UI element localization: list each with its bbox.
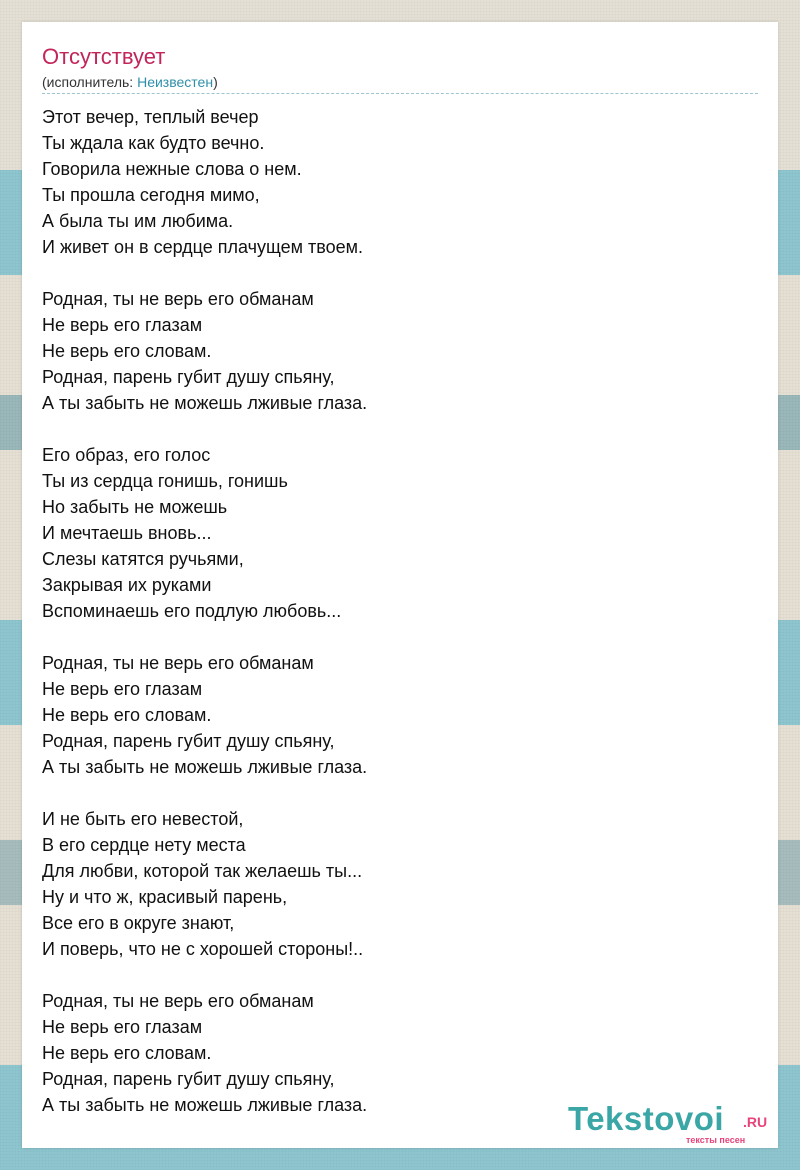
lyrics-stanza — [42, 442, 758, 624]
lyric-line: Ты прошла сегодня мимо, — [42, 185, 260, 205]
lyric-line: Ты ждала как будто вечно. — [42, 133, 265, 153]
lyric-line: И живет он в сердце плачущем твоем. — [42, 237, 364, 257]
lyric-line: Не верь его словам. — [42, 705, 212, 725]
lyric-line: Для любви, которой так желаешь ты... — [42, 861, 363, 881]
lyric-line: И мечтаешь вновь... — [42, 523, 212, 543]
lyrics-stanza — [42, 806, 758, 962]
artist-line — [42, 73, 218, 91]
lyric-line: Родная, ты не верь его обманам — [42, 991, 314, 1011]
lyric-line: Родная, парень губит душу спьяну, — [42, 731, 335, 751]
lyric-line: Ты из сердца гонишь, гонишь — [42, 471, 288, 491]
lyric-line: И поверь, что не с хорошей стороны!.. — [42, 939, 364, 959]
lyric-line: Родная, ты не верь его обманам — [42, 289, 314, 309]
lyrics-stanza — [42, 286, 758, 416]
lyric-line: Родная, ты не верь его обманам — [42, 653, 314, 673]
lyric-line: Слезы катятся ручьями, — [42, 549, 244, 569]
lyric-line: Не верь его глазам — [42, 679, 203, 699]
artist-suffix: ) — [213, 74, 218, 90]
lyrics-body — [42, 104, 758, 1144]
lyric-line: Вспоминаешь его подлую любовь... — [42, 601, 342, 621]
lyric-line: Не верь его глазам — [42, 315, 203, 335]
lyric-line: Говорила нежные слова о нем. — [42, 159, 302, 179]
lyric-line: Этот вечер, теплый вечер — [42, 107, 259, 127]
logo-tagline: тексты песен — [686, 1135, 746, 1145]
logo-wordmark: Tekstovoi — [568, 1100, 725, 1137]
tekstovoi-logo[interactable] — [568, 1100, 778, 1146]
song-title: Отсутствует — [42, 44, 166, 69]
lyric-line: Ну и что ж, красивый парень, — [42, 887, 288, 907]
lyrics-card — [22, 22, 778, 1148]
lyric-line: Но забыть не можешь — [42, 497, 228, 517]
lyric-line: И не быть его невестой, — [42, 809, 244, 829]
lyric-line: А ты забыть не можешь лживые глаза. — [42, 757, 368, 777]
lyric-line: Не верь его глазам — [42, 1017, 203, 1037]
lyrics-stanza — [42, 988, 758, 1118]
lyric-line: А была ты им любима. — [42, 211, 234, 231]
artist-link[interactable]: Неизвестен — [137, 74, 214, 90]
header-divider — [42, 93, 758, 94]
lyric-line: Его образ, его голос — [42, 445, 211, 465]
lyric-line: Не верь его словам. — [42, 341, 212, 361]
logo-domain: .RU — [743, 1114, 768, 1130]
lyric-line: В его сердце нету места — [42, 835, 246, 855]
lyric-line: Все его в округе знают, — [42, 913, 235, 933]
lyrics-stanza — [42, 104, 758, 260]
artist-prefix: (исполнитель: — [42, 74, 138, 90]
lyrics-stanza — [42, 650, 758, 780]
lyric-line: А ты забыть не можешь лживые глаза. — [42, 1095, 368, 1115]
lyric-line: Родная, парень губит душу спьяну, — [42, 1069, 335, 1089]
lyric-line: Закрывая их руками — [42, 575, 212, 595]
lyric-line: Родная, парень губит душу спьяну, — [42, 367, 335, 387]
lyric-line: Не верь его словам. — [42, 1043, 212, 1063]
lyric-line: А ты забыть не можешь лживые глаза. — [42, 393, 368, 413]
